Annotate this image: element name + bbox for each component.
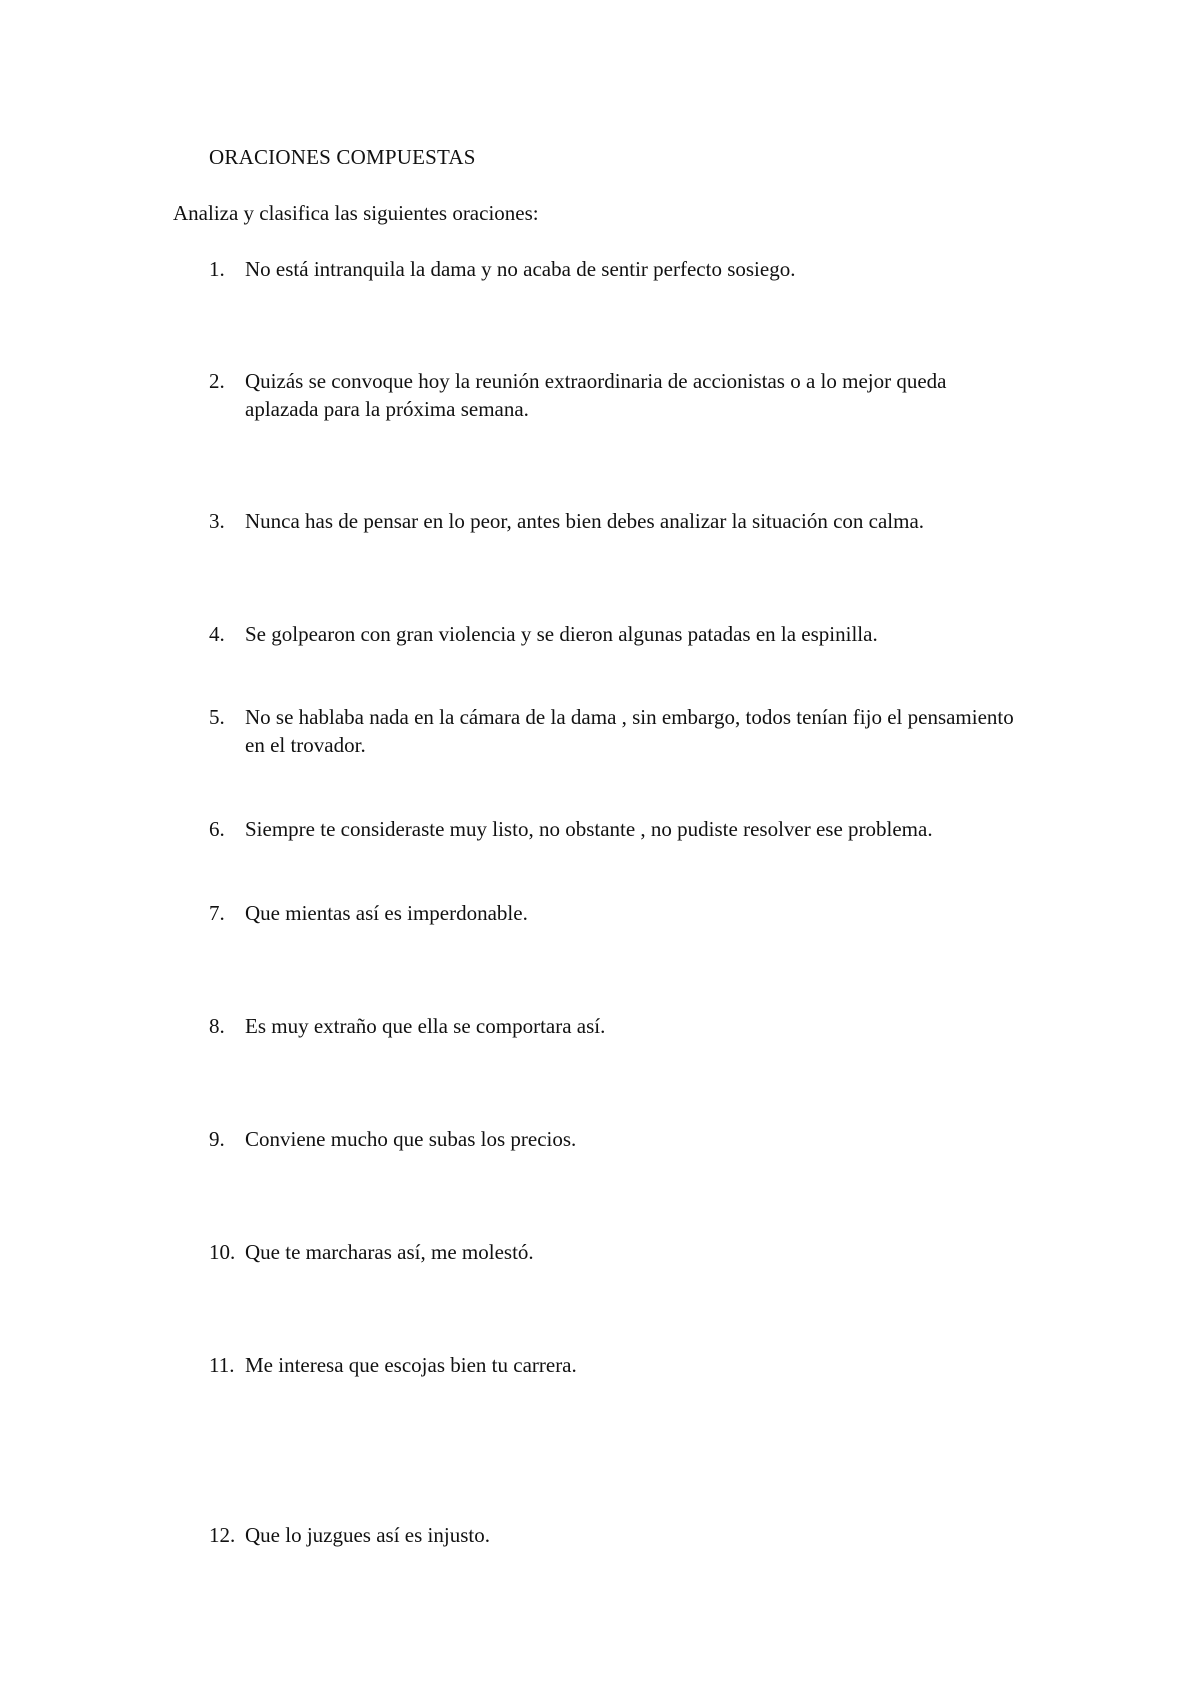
item-number: 10. — [209, 1240, 236, 1264]
item-number: 3. — [209, 509, 225, 533]
item-number: 8. — [209, 1014, 225, 1038]
list-item — [209, 1012, 1069, 1040]
item-text: Que te marcharas así, me molestó. — [245, 1240, 534, 1264]
item-text: Nunca has de pensar en lo peor, antes bien debes analizar la situación con calma. — [245, 509, 925, 533]
list-item — [209, 1351, 1069, 1379]
item-text: Me interesa que escojas bien tu carrera. — [245, 1353, 577, 1377]
instruction-text: Analiza y clasifica las siguientes oraciones: — [173, 201, 539, 225]
list-item — [209, 367, 1004, 423]
item-text: Siempre te consideraste muy listo, no obstante , no pudiste resolver ese problema. — [245, 817, 933, 841]
item-text: No se hablaba nada en la cámara de la dama , sin embargo, todos tenían fijo el pensamiento en el trovador. — [245, 705, 1014, 757]
page-title: ORACIONES COMPUESTAS — [209, 145, 476, 169]
item-text: Conviene mucho que subas los precios. — [245, 1127, 577, 1151]
item-number: 4. — [209, 622, 225, 646]
list-item — [209, 1125, 1069, 1153]
item-number: 7. — [209, 901, 225, 925]
item-number: 5. — [209, 705, 225, 729]
item-number: 12. — [209, 1523, 236, 1547]
item-text: Que lo juzgues así es injusto. — [245, 1523, 490, 1547]
item-number: 6. — [209, 817, 225, 841]
list-item — [209, 1238, 1069, 1266]
item-text: Quizás se convoque hoy la reunión extraordinaria de accionistas o a lo mejor queda aplazada para la próxima semana. — [245, 369, 947, 421]
item-number: 2. — [209, 369, 225, 393]
item-text: Que mientas así es imperdonable. — [245, 901, 528, 925]
item-text: No está intranquila la dama y no acaba de sentir perfecto sosiego. — [245, 257, 796, 281]
list-item — [209, 1521, 1069, 1549]
item-text: Es muy extraño que ella se comportara así. — [245, 1014, 606, 1038]
list-item — [209, 703, 1019, 759]
list-item — [209, 815, 969, 843]
item-number: 9. — [209, 1127, 225, 1151]
list-item — [209, 899, 1069, 927]
list-item — [209, 620, 1029, 648]
list-item — [209, 255, 929, 283]
item-text: Se golpearon con gran violencia y se dieron algunas patadas en la espinilla. — [245, 622, 878, 646]
item-number: 11. — [209, 1353, 235, 1377]
item-number: 1. — [209, 257, 225, 281]
list-item — [209, 507, 1089, 535]
